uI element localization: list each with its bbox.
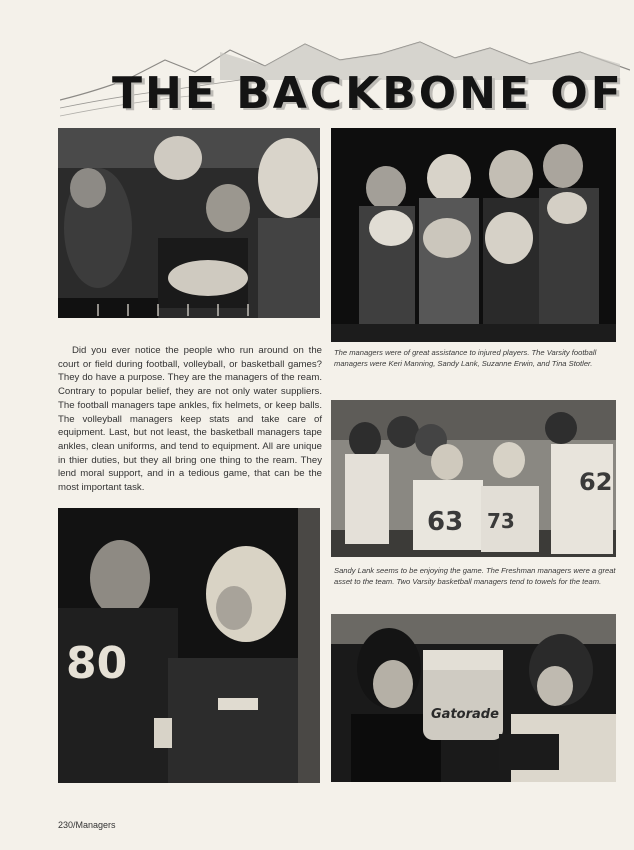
jersey-73: 73	[487, 509, 515, 533]
photo-football-game	[331, 400, 616, 557]
photo-four-managers	[331, 128, 616, 342]
jersey-63: 63	[427, 507, 464, 537]
caption-1: The managers were of great assistance to injured players. The Varsity football managers were Keri Manning, Sandy Lank, Suzanne Erwin, and Tina Stotler.	[334, 348, 597, 368]
photo-managers-taping	[58, 128, 320, 318]
headline: THE BACKBONE OF	[112, 68, 624, 119]
photo-gatorade-cooler	[331, 614, 616, 782]
jersey-62: 62	[579, 468, 613, 496]
photo-player-and-manager	[58, 508, 320, 783]
jersey-80: 80	[66, 638, 128, 689]
caption-2: Sandy Lank seems to be enjoying the game. The Freshman managers were a great asset to the team. Two Varsity basketball managers tend to towels for the team.	[334, 566, 616, 586]
page-footer: 230/Managers	[58, 820, 116, 830]
cooler-label: Gatorade	[431, 707, 499, 722]
body-text: Did you ever notice the people who run around on the court or field during football, volleyball, or basketball games? They do have a purpose. They are the managers of the ream. Contrary to popular belief, they are not only water suppliers. The football managers tape ankles, fix helmets, or keep balls. The volleyball managers keep stats and take care of equipment. Last, but not least, the basketball managers tape ankles, clean uniforms, and tend to equipment. All are unique in thier duties, but they all bring one thing to the ream. They lend moral support, and in a tedious game, that can be the most important task.	[58, 345, 322, 494]
